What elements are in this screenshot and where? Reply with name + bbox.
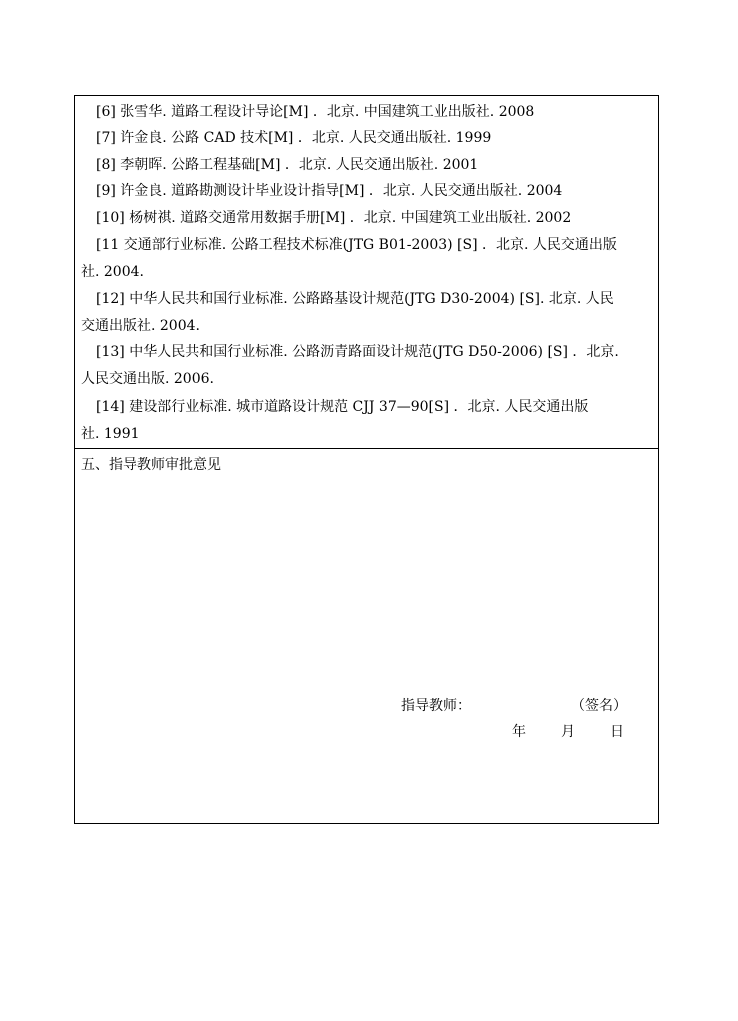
reference-continuation: 人民交通出版. 2006.: [81, 370, 214, 387]
references-cell: [75, 96, 658, 449]
reference-line: [13] 中华人民共和国行业标准. 公路沥青路面设计规范(JTG D50-2006) [S] ．北京.: [96, 344, 619, 360]
reference-line: [14] 建设部行业标准. 城市道路设计规范 CJJ 37—90[S] ．北京. 人民交通出版: [96, 399, 589, 415]
reference-line: [12] 中华人民共和国行业标准. 公路路基设计规范(JTG D30-2004) [S]. 北京. 人民: [96, 291, 614, 307]
reference-line: [10] 杨树祺. 道路交通常用数据手册[M] ．北京. 中国建筑工业出版社. 2002: [96, 210, 572, 226]
reference-continuation: 社. 1991: [81, 425, 140, 442]
reference-item: [81, 152, 655, 179]
reference-item: [81, 178, 655, 205]
reference-continuation: 社. 2004.: [81, 263, 144, 280]
reference-line: [6] 张雪华. 道路工程设计导论[M] ．北京. 中国建筑工业出版社. 2008: [96, 104, 535, 120]
reference-item: [81, 286, 655, 339]
signature-note: （签名）: [571, 698, 627, 714]
date-month-label: 月: [561, 724, 575, 740]
reference-item: [81, 232, 655, 285]
advisor-label: 指导教师：: [401, 698, 471, 714]
reference-line: [9] 许金良. 道路勘测设计毕业设计指导[M] ．北京. 人民交通出版社. 2004: [96, 183, 563, 199]
advisor-opinion-cell: [75, 449, 658, 823]
reference-continuation: 交通出版社. 2004.: [81, 317, 200, 334]
reference-item: [81, 394, 655, 447]
reference-item: [81, 339, 655, 392]
reference-line: [8] 李朝晖. 公路工程基础[M] ．北京. 人民交通出版社. 2001: [96, 157, 479, 173]
section-title: 五、指导教师审批意见: [81, 457, 221, 473]
reference-line: [7] 许金良. 公路 CAD 技术[M] ．北京. 人民交通出版社. 1999: [96, 130, 492, 146]
date-day-label: 日: [610, 724, 624, 740]
approval-table: [74, 95, 659, 824]
date-year-label: 年: [512, 724, 526, 740]
reference-item: [81, 205, 655, 232]
reference-item: [81, 125, 655, 152]
reference-item: [81, 99, 655, 126]
reference-line: [11 交通部行业标准. 公路工程技术标准(JTG B01-2003) [S] ．北京. 人民交通出版: [96, 237, 617, 253]
